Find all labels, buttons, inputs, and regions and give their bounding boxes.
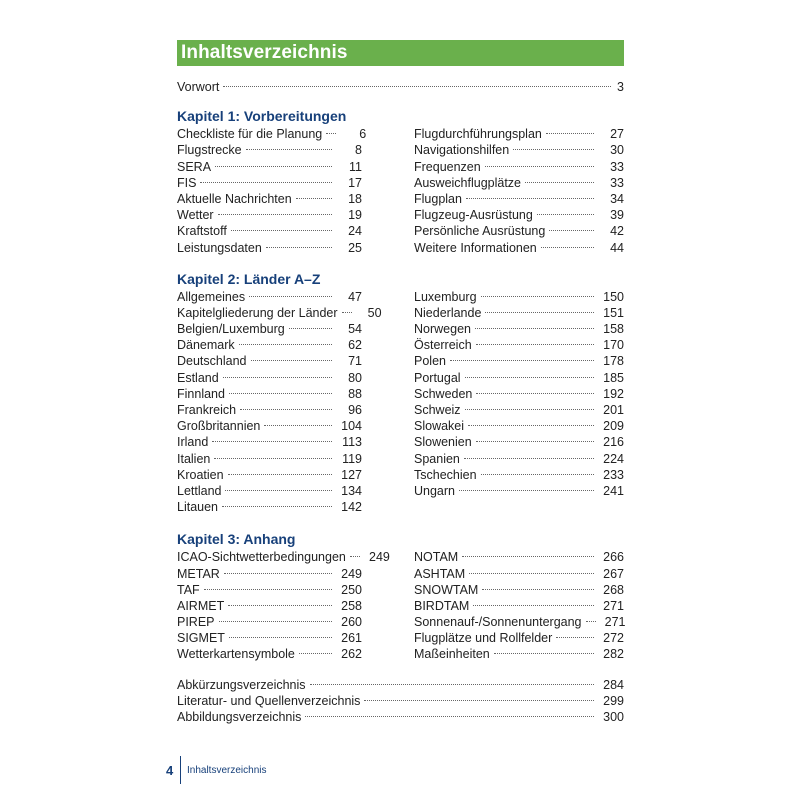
dot-leader <box>222 506 332 507</box>
dot-leader <box>229 637 332 638</box>
toc-entry-label: Flugplan <box>414 191 462 206</box>
toc-entry[interactable] <box>177 305 382 321</box>
toc-entry[interactable] <box>177 483 362 499</box>
toc-entry[interactable] <box>177 709 624 725</box>
toc-entry-label: Slowenien <box>414 435 472 450</box>
toc-entry[interactable] <box>414 614 624 630</box>
dot-leader <box>200 182 332 183</box>
toc-entry-label: Vorwort <box>177 80 220 94</box>
toc-entry-page: 241 <box>603 483 624 498</box>
toc-entry-label: Italien <box>177 451 211 466</box>
toc-entry-label: TAF <box>177 582 200 597</box>
dot-leader <box>485 312 594 313</box>
toc-entry-label: Schweiz <box>414 403 461 417</box>
toc-entry[interactable] <box>414 418 624 434</box>
toc-entry[interactable] <box>177 370 362 386</box>
dot-leader <box>481 296 594 297</box>
toc-entry-page: 24 <box>348 224 362 239</box>
toc-entry[interactable] <box>414 451 624 467</box>
kapitel-2-right-column <box>414 289 624 516</box>
toc-entry-page: 62 <box>348 338 362 353</box>
toc-entry[interactable] <box>414 353 624 369</box>
toc-entry[interactable] <box>414 483 624 499</box>
dot-leader <box>459 490 594 491</box>
toc-entry-page: 42 <box>610 224 624 239</box>
dot-leader <box>305 716 594 717</box>
toc-entry-label: Checkliste für die Planung <box>177 127 323 142</box>
toc-entry-page: 272 <box>603 631 624 646</box>
toc-entry-page: 6 <box>359 127 367 142</box>
toc-entry-page: 299 <box>603 693 624 708</box>
toc-entry-page: 300 <box>603 710 624 724</box>
toc-entry[interactable] <box>414 582 624 598</box>
toc-entry-label: Schweden <box>414 386 473 401</box>
toc-title: Inhaltsverzeichnis <box>177 40 624 66</box>
toc-entry-page: 30 <box>610 143 624 158</box>
toc-entry[interactable] <box>414 467 624 483</box>
toc-entry-label: Norwegen <box>414 322 471 337</box>
toc-entry-label: Flugzeug-Ausrüstung <box>414 208 533 223</box>
dot-leader <box>537 214 594 215</box>
toc-entry-page: 271 <box>604 615 626 630</box>
dot-leader <box>299 653 332 654</box>
toc-entry-label: Slowakei <box>414 419 465 434</box>
dot-leader <box>228 605 332 606</box>
dot-leader <box>549 230 594 231</box>
toc-entry-page: 127 <box>341 467 362 482</box>
dot-leader <box>473 605 594 606</box>
toc-entry-label: Österreich <box>414 338 472 353</box>
dot-leader <box>296 198 332 199</box>
dot-leader <box>342 312 352 313</box>
toc-entry-page: 178 <box>603 354 624 369</box>
toc-entry-page: 158 <box>603 322 624 337</box>
toc-entry-label: Luxemburg <box>414 289 477 304</box>
toc-entry[interactable] <box>414 126 624 142</box>
toc-entry-label: Abbildungsverzeichnis <box>177 710 302 724</box>
toc-entry[interactable] <box>414 142 624 158</box>
toc-entry-page: 134 <box>341 483 362 498</box>
toc-entry[interactable] <box>177 289 362 305</box>
footer-label: Inhaltsverzeichnis <box>187 764 267 776</box>
toc-entry-label: Wetterkartensymbole <box>177 647 295 662</box>
toc-entry[interactable] <box>414 289 624 305</box>
toc-entry-label: NOTAM <box>414 550 459 565</box>
toc-entry-label: Deutschland <box>177 354 247 369</box>
dot-leader <box>464 458 594 459</box>
dot-leader <box>475 328 594 329</box>
toc-entry-label: Persönliche Ausrüstung <box>414 224 546 239</box>
dot-leader <box>249 296 332 297</box>
toc-entry-page: 151 <box>603 305 624 320</box>
toc-entry-label: Flugplätze und Rollfelder <box>414 631 553 646</box>
kapitel-3-columns <box>177 549 624 662</box>
toc-entry-page: 3 <box>617 80 624 94</box>
toc-entry-label: Kapitelgliederung der Länder <box>177 305 338 320</box>
appendix-list <box>177 677 624 726</box>
toc-entry[interactable] <box>177 402 362 418</box>
toc-entry-page: 249 <box>369 550 390 565</box>
toc-entry-label: AIRMET <box>177 598 225 613</box>
kapitel-1-columns <box>177 126 624 256</box>
dot-leader <box>215 166 332 167</box>
toc-entry[interactable] <box>177 451 362 467</box>
toc-entry[interactable] <box>177 434 362 450</box>
dot-leader <box>246 149 332 150</box>
dot-leader <box>225 490 332 491</box>
toc-entry[interactable] <box>177 175 362 191</box>
dot-leader <box>266 247 332 248</box>
toc-entry-page: 113 <box>342 435 362 450</box>
toc-entry[interactable] <box>177 159 362 175</box>
toc-entry[interactable] <box>177 418 362 434</box>
toc-entry-label: Weitere Informationen <box>414 240 537 255</box>
toc-entry-label: Polen <box>414 354 446 369</box>
toc-entry-label: Navigationshilfen <box>414 143 510 158</box>
toc-entry-label: ICAO-Sichtwetterbedingungen <box>177 550 346 565</box>
dot-leader <box>465 377 594 378</box>
dot-leader <box>482 589 594 590</box>
toc-entry-label: Portugal <box>414 370 461 385</box>
toc-entry[interactable] <box>414 386 624 402</box>
toc-entry-page: 19 <box>348 208 362 223</box>
toc-entry-label: SNOWTAM <box>414 582 479 597</box>
toc-entry-label: Finnland <box>177 386 225 401</box>
toc-entry-page: 284 <box>603 677 624 692</box>
toc-entry-page: 266 <box>603 550 624 565</box>
toc-entry[interactable] <box>177 240 362 256</box>
toc-entry-label: Ausweichflugplätze <box>414 175 522 190</box>
toc-entry-label: BIRDTAM <box>414 598 470 613</box>
toc-entry-page: 119 <box>342 451 362 466</box>
toc-entry-label: Kroatien <box>177 467 224 482</box>
toc-entry-page: 50 <box>367 305 382 320</box>
toc-entry-page: 39 <box>610 208 624 223</box>
dot-leader <box>214 458 332 459</box>
kapitel-1-left-column <box>177 126 367 256</box>
toc-entry[interactable] <box>414 240 624 256</box>
toc-entry[interactable] <box>414 549 624 565</box>
toc-entry[interactable] <box>177 582 362 598</box>
toc-entry-label: Abkürzungsverzeichnis <box>177 677 306 692</box>
dot-leader <box>228 474 332 475</box>
toc-entry-page: 34 <box>610 191 624 206</box>
toc-entry-label: PIREP <box>177 615 215 630</box>
dot-leader <box>204 589 332 590</box>
toc-entry-label: Frankreich <box>177 403 237 417</box>
toc-entry[interactable] <box>414 646 624 662</box>
toc-entry-label: Flugstrecke <box>177 143 242 158</box>
toc-entry-page: 268 <box>603 582 624 597</box>
toc-entry-page: 192 <box>603 386 624 401</box>
section-title-kapitel-2: Kapitel 2: Länder A–Z <box>177 270 321 287</box>
toc-page <box>177 40 624 725</box>
dot-leader <box>465 409 594 410</box>
toc-entry[interactable] <box>414 370 624 386</box>
toc-entry[interactable] <box>177 467 362 483</box>
page-footer <box>166 756 266 784</box>
toc-entry-page: 271 <box>603 598 624 613</box>
dot-leader <box>212 441 332 442</box>
dot-leader <box>224 573 332 574</box>
kapitel-3-right-column <box>414 549 624 662</box>
toc-entry-page: 27 <box>610 127 624 142</box>
toc-entry-page: 142 <box>341 500 362 515</box>
toc-entry-page: 44 <box>610 240 624 255</box>
toc-entry-label: SERA <box>177 159 212 174</box>
dot-leader <box>469 573 594 574</box>
toc-entry-page: 8 <box>355 143 362 158</box>
toc-entry-label: METAR <box>177 566 220 581</box>
toc-entry[interactable] <box>177 191 362 207</box>
toc-entry[interactable] <box>414 337 624 353</box>
toc-entry[interactable] <box>177 677 624 693</box>
toc-entry[interactable] <box>177 353 362 369</box>
toc-entry[interactable] <box>177 207 362 223</box>
dot-leader <box>218 214 332 215</box>
toc-entry[interactable] <box>177 321 362 337</box>
kapitel-1-right-column <box>414 126 624 256</box>
toc-entry-label: ASHTAM <box>414 566 466 581</box>
toc-entry-label: Tschechien <box>414 467 477 482</box>
toc-entry-page: 258 <box>341 598 362 613</box>
dot-leader <box>350 556 360 557</box>
toc-entry-vorwort[interactable] <box>177 79 624 95</box>
kapitel-2-left-column <box>177 289 382 516</box>
toc-entry-label: Lettland <box>177 483 222 498</box>
toc-entry[interactable] <box>177 142 362 158</box>
toc-entry-page: 18 <box>348 191 362 206</box>
toc-entry[interactable] <box>177 566 362 582</box>
dot-leader <box>494 653 594 654</box>
dot-leader <box>364 700 594 701</box>
toc-entry-page: 233 <box>603 467 624 482</box>
toc-entry-label: Belgien/Luxemburg <box>177 322 285 337</box>
toc-entry[interactable] <box>177 614 362 630</box>
toc-entry-page: 282 <box>603 647 624 662</box>
footer-divider <box>180 756 181 784</box>
toc-entry-label: Frequenzen <box>414 159 481 174</box>
toc-entry[interactable] <box>177 646 362 662</box>
toc-entry-page: 261 <box>341 631 362 646</box>
toc-entry[interactable] <box>414 207 624 223</box>
toc-entry-label: Flugdurchführungsplan <box>414 127 542 142</box>
toc-entry-page: 170 <box>603 338 624 353</box>
toc-entry-label: Estland <box>177 370 219 385</box>
dot-leader <box>229 393 332 394</box>
dot-leader <box>326 133 336 134</box>
dot-leader <box>223 86 611 87</box>
dot-leader <box>556 637 594 638</box>
toc-entry-label: Wetter <box>177 208 214 223</box>
toc-entry[interactable] <box>177 598 362 614</box>
toc-entry[interactable] <box>414 223 624 239</box>
toc-entry-page: 216 <box>603 435 624 450</box>
toc-entry[interactable] <box>414 598 624 614</box>
toc-entry[interactable] <box>414 630 624 646</box>
dot-leader <box>525 182 594 183</box>
dot-leader <box>450 360 594 361</box>
toc-entry-label: Kraftstoff <box>177 224 227 239</box>
toc-entry[interactable] <box>177 549 390 565</box>
toc-entry-page: 260 <box>341 615 362 630</box>
dot-leader <box>476 441 594 442</box>
toc-entry-page: 11 <box>349 159 362 174</box>
toc-entry-label: Leistungsdaten <box>177 240 262 255</box>
toc-entry-page: 224 <box>603 451 624 466</box>
toc-entry-page: 47 <box>348 289 362 304</box>
toc-entry-label: SIGMET <box>177 631 225 646</box>
toc-entry-page: 185 <box>603 370 624 385</box>
dot-leader <box>586 621 596 622</box>
toc-entry[interactable] <box>414 566 624 582</box>
toc-entry-page: 104 <box>341 419 362 434</box>
kapitel-3-left-column <box>177 549 390 662</box>
toc-entry[interactable] <box>177 223 362 239</box>
toc-entry-page: 249 <box>341 566 362 581</box>
toc-entry[interactable] <box>414 175 624 191</box>
dot-leader <box>239 344 332 345</box>
toc-entry[interactable] <box>414 402 624 418</box>
dot-leader <box>240 409 332 410</box>
toc-entry-label: Litauen <box>177 500 219 515</box>
toc-entry-page: 33 <box>610 159 624 174</box>
toc-entry-page: 71 <box>348 354 362 369</box>
dot-leader <box>485 166 594 167</box>
toc-entry-page: 250 <box>341 582 362 597</box>
toc-entry[interactable] <box>177 337 362 353</box>
dot-leader <box>264 425 332 426</box>
toc-entry-page: 267 <box>603 566 624 581</box>
kapitel-2-columns <box>177 289 624 516</box>
toc-entry-page: 80 <box>348 370 362 385</box>
dot-leader <box>466 198 594 199</box>
dot-leader <box>468 425 594 426</box>
dot-leader <box>546 133 594 134</box>
toc-entry-page: 25 <box>348 240 362 255</box>
dot-leader <box>289 328 332 329</box>
toc-entry-page: 96 <box>348 403 362 417</box>
toc-entry-page: 17 <box>348 175 362 190</box>
section-title-kapitel-1: Kapitel 1: Vorbereitungen <box>177 108 347 125</box>
toc-entry[interactable] <box>177 126 367 142</box>
dot-leader <box>541 247 594 248</box>
dot-leader <box>251 360 333 361</box>
toc-entry-label: Literatur- und Quellenverzeichnis <box>177 693 361 708</box>
toc-entry-label: Allgemeines <box>177 289 246 304</box>
dot-leader <box>476 393 594 394</box>
toc-entry-label: Dänemark <box>177 338 235 353</box>
toc-entry-label: Maßeinheiten <box>414 647 490 662</box>
toc-entry-page: 209 <box>603 419 624 434</box>
toc-entry[interactable] <box>414 159 624 175</box>
toc-entry[interactable] <box>177 630 362 646</box>
page-number: 4 <box>166 762 174 778</box>
toc-entry[interactable] <box>414 191 624 207</box>
section-title-kapitel-3: Kapitel 3: Anhang <box>177 531 296 548</box>
toc-entry-label: Aktuelle Nachrichten <box>177 191 292 206</box>
toc-entry[interactable] <box>177 499 362 515</box>
toc-entry[interactable] <box>414 305 624 321</box>
dot-leader <box>476 344 594 345</box>
dot-leader <box>481 474 594 475</box>
toc-entry-label: Sonnenauf-/Sonnenuntergang <box>414 615 582 630</box>
toc-entry-page: 88 <box>348 386 362 401</box>
toc-entry-page: 201 <box>603 403 624 417</box>
dot-leader <box>310 684 594 685</box>
toc-entry-page: 150 <box>603 289 624 304</box>
toc-entry-page: 262 <box>341 647 362 662</box>
dot-leader <box>223 377 332 378</box>
dot-leader <box>219 621 332 622</box>
toc-entry-label: FIS <box>177 175 197 190</box>
toc-entry-label: Spanien <box>414 451 460 466</box>
toc-entry-page: 33 <box>610 175 624 190</box>
toc-entry-label: Niederlande <box>414 305 482 320</box>
dot-leader <box>231 230 332 231</box>
toc-entry-label: Ungarn <box>414 483 455 498</box>
toc-entry-label: Irland <box>177 435 209 450</box>
toc-entry[interactable] <box>414 434 624 450</box>
dot-leader <box>462 556 594 557</box>
dot-leader <box>513 149 594 150</box>
toc-entry[interactable] <box>414 321 624 337</box>
toc-entry[interactable] <box>177 693 624 709</box>
toc-entry-label: Großbritannien <box>177 419 261 434</box>
toc-entry-page: 54 <box>348 322 362 337</box>
toc-entry[interactable] <box>177 386 362 402</box>
